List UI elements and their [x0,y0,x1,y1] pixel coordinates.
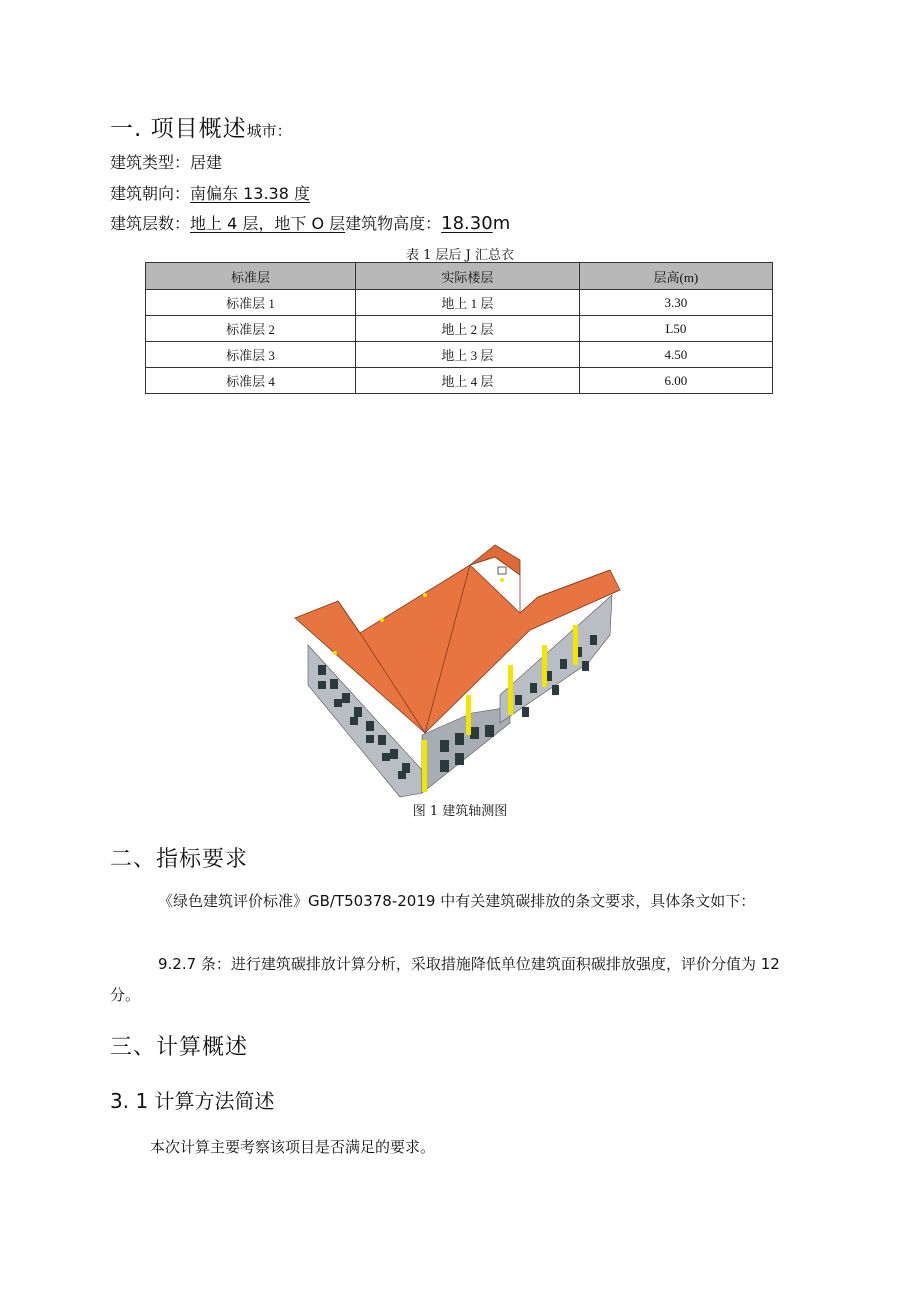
height-label: 建筑物高度： [345,214,442,233]
cell-standard-floor: 标准层 4 [146,368,356,394]
height-value: 18.30 [441,213,493,234]
table-row [146,290,773,316]
orientation-label: 建筑朝向： [110,184,191,203]
col-header-floor-height: 层高(m) [579,263,772,290]
figure-caption: 图 1 建筑轴测图 [412,804,508,819]
col-header-actual-floor: 实际楼层 [356,263,580,290]
section-3-paragraph: 本次计算主要考察该项目是否满足的要求。 [150,1138,436,1156]
cell-actual-floor: 地上 1 层 [356,290,580,316]
building-axonometric-image [290,535,630,805]
col-header-standard-floor: 标准层 [146,263,356,290]
orientation-line [110,181,310,204]
building-type-value: 居建 [190,153,223,172]
floor-height-table [145,262,773,394]
cell-actual-floor: 地上 3 层 [356,342,580,368]
cell-actual-floor: 地上 4 层 [356,368,580,394]
table-row [146,342,773,368]
section-3-heading: 三、计算概述 [110,1035,249,1060]
building-type-line [110,150,222,173]
orientation-value: 南偏东 13.38 度 [190,184,310,203]
floors-value: 地上 4 层，地下 O 层 [190,214,346,233]
table-caption: 表 1 层后 J 汇总衣 [405,248,514,263]
cell-floor-height: 6.00 [579,368,772,394]
cell-standard-floor: 标准层 2 [146,316,356,342]
section-1-heading [110,110,292,143]
subsection-3-1-heading: 3. 1 计算方法简述 [110,1089,275,1113]
floors-line [110,211,510,234]
cell-floor-height: 4.50 [579,342,772,368]
table-row [146,368,773,394]
table-row [146,316,773,342]
cell-floor-height: 3.30 [579,290,772,316]
height-unit: m [492,213,511,234]
cell-actual-floor: 地上 2 层 [356,316,580,342]
section-1-title: 一. 项目概述 [110,116,247,142]
section-2-paragraph-2: 9.2.7 条：进行建筑碳排放计算分析，采取措施降低单位建筑面积碳排放强度，评价分值为 12 分。 [110,955,780,1004]
cell-standard-floor: 标准层 3 [146,342,356,368]
section-2-paragraph-1: 《绿色建筑评价标准》GB/T50378-2019 中有关建筑碳排放的条文要求，具体条文如下： [158,892,756,910]
table-header-row [146,263,773,290]
building-type-label: 建筑类型： [110,153,191,172]
cell-floor-height: L50 [579,316,772,342]
section-2-heading: 二、指标要求 [110,847,249,872]
cell-standard-floor: 标准层 1 [146,290,356,316]
floors-label: 建筑层数： [110,214,191,233]
city-label: 城市： [246,122,292,140]
